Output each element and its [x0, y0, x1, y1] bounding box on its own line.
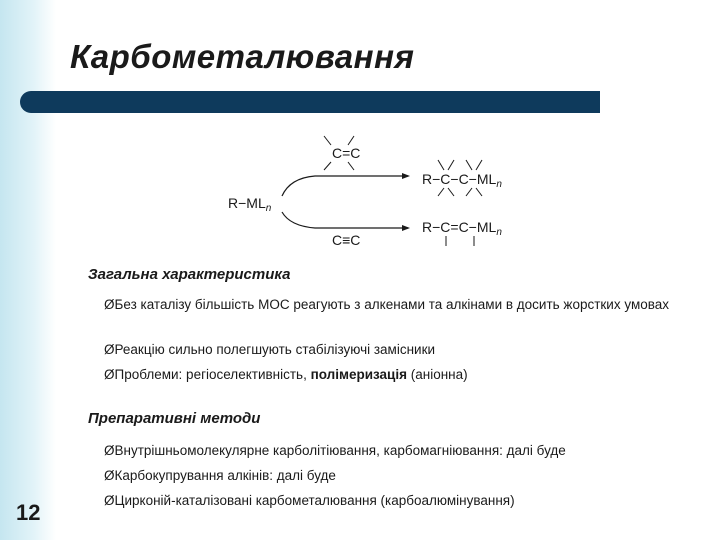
page-number: 12 — [16, 500, 41, 525]
product-alkyl — [422, 160, 502, 196]
reaction-scheme — [220, 130, 540, 255]
bullet-stabilizing-substituents: ØРеакцію сильно полегшують стабілізуючі замісники — [104, 342, 436, 357]
reaction-arrow-upper — [282, 176, 408, 196]
alkene-structure — [324, 136, 360, 170]
bullet-no-catalysis: ØБез каталізу більшість МОС реагують з алкенами та алкінами в досить жорстких умовах — [104, 297, 670, 312]
section-heading-general: Загальна характеристика — [88, 266, 291, 283]
slide-title: Карбометалювання — [70, 38, 415, 75]
reagent-label: $R-ML_n$ — [228, 195, 272, 214]
svg-text:R−C−C−MLn: $R-C-C-ML_n$ — [422, 171, 502, 190]
alkyne-label: C≡C — [332, 232, 361, 248]
svg-text:R−C=C−MLn: $R-C=C-ML_n$ — [422, 219, 502, 238]
section-heading-preparative: Препаративні методи — [88, 410, 261, 427]
side-band — [0, 0, 56, 540]
product-alkenyl — [422, 219, 502, 246]
bullet-problems: ØПроблеми: регіоселективність, полімеризація (аніонна) — [104, 367, 468, 382]
title-rule — [20, 91, 600, 113]
svg-text:C=C: C=C — [332, 145, 361, 161]
bullet-intramolecular: ØВнутрішньомолекулярне карболітіювання, карбомагніювання: далі буде — [104, 443, 566, 458]
bullet-carbocupration: ØКарбокупрування алкінів: далі буде — [104, 468, 336, 483]
reaction-arrow-lower — [282, 212, 408, 228]
bullet-zirconium: ØЦирконій-каталізовані карбометалювання (карбоалюмінування) — [104, 493, 515, 508]
